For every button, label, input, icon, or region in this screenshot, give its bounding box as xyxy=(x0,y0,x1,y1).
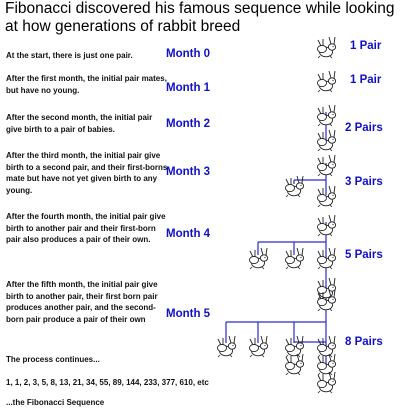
continues-text: The process continues... xyxy=(6,355,100,364)
month-0-pair-count: 1 Pair xyxy=(350,40,382,52)
rabbit-pair-icon xyxy=(286,176,304,197)
tree-lines xyxy=(226,112,326,372)
row-1-description: After the first month, the initial pair mates, but have no young. xyxy=(6,74,167,95)
month-1-label: Month 1 xyxy=(166,82,211,94)
rabbit-pair-icon xyxy=(318,155,336,176)
fibonacci-sequence-text: 1, 1, 2, 3, 5, 8, 13, 21, 34, 55, 89, 144, 233, 377, 610, etc xyxy=(6,378,209,387)
rabbit-pairs xyxy=(218,37,336,393)
month-5-pair-count: 8 Pairs xyxy=(345,336,383,348)
month-2-pair-count: 2 Pairs xyxy=(345,122,383,134)
month-4-label: Month 4 xyxy=(166,228,211,240)
row-0-description: At the start, there is just one pair. xyxy=(6,51,133,60)
page-title: Fibonacci discovered his famous sequence while looking at how generations of rabbit breed xyxy=(5,0,395,35)
month-0-label: Month 0 xyxy=(166,48,211,60)
rabbit-pair-icon xyxy=(318,71,336,92)
month-3-label: Month 3 xyxy=(166,166,211,178)
month-5-label: Month 5 xyxy=(166,308,211,320)
month-3-pair-count: 3 Pairs xyxy=(345,176,383,188)
sequence-caption: ...the Fibonacci Sequence xyxy=(6,398,105,407)
rabbit-pair-icon xyxy=(318,372,336,393)
rabbit-pair-icon xyxy=(318,215,336,236)
month-1-pair-count: 1 Pair xyxy=(350,74,382,86)
row-5-description: After the fifth month, the initial pair give birth to another pair, their first born pair produces another pair, and the second-born pair produce a pair of their own xyxy=(6,280,158,324)
row-4-description: After the fourth month, the initial pair give birth to another pair and their first-born pair also produces a pair of their own. xyxy=(6,212,166,244)
rabbit-pair-icon xyxy=(286,354,304,375)
rabbit-pair-icon xyxy=(318,105,336,126)
row-3-description: After the third month, the initial pair give birth to a second pair, and their first-borns mate but have not yet given birth to any young. xyxy=(6,151,168,195)
row-2-description: After the second month, the initial pair give birth to a pair of babies. xyxy=(6,113,153,134)
month-4-pair-count: 5 Pairs xyxy=(345,249,383,261)
rabbit-pair-icon xyxy=(318,37,336,58)
month-2-label: Month 2 xyxy=(166,118,211,130)
